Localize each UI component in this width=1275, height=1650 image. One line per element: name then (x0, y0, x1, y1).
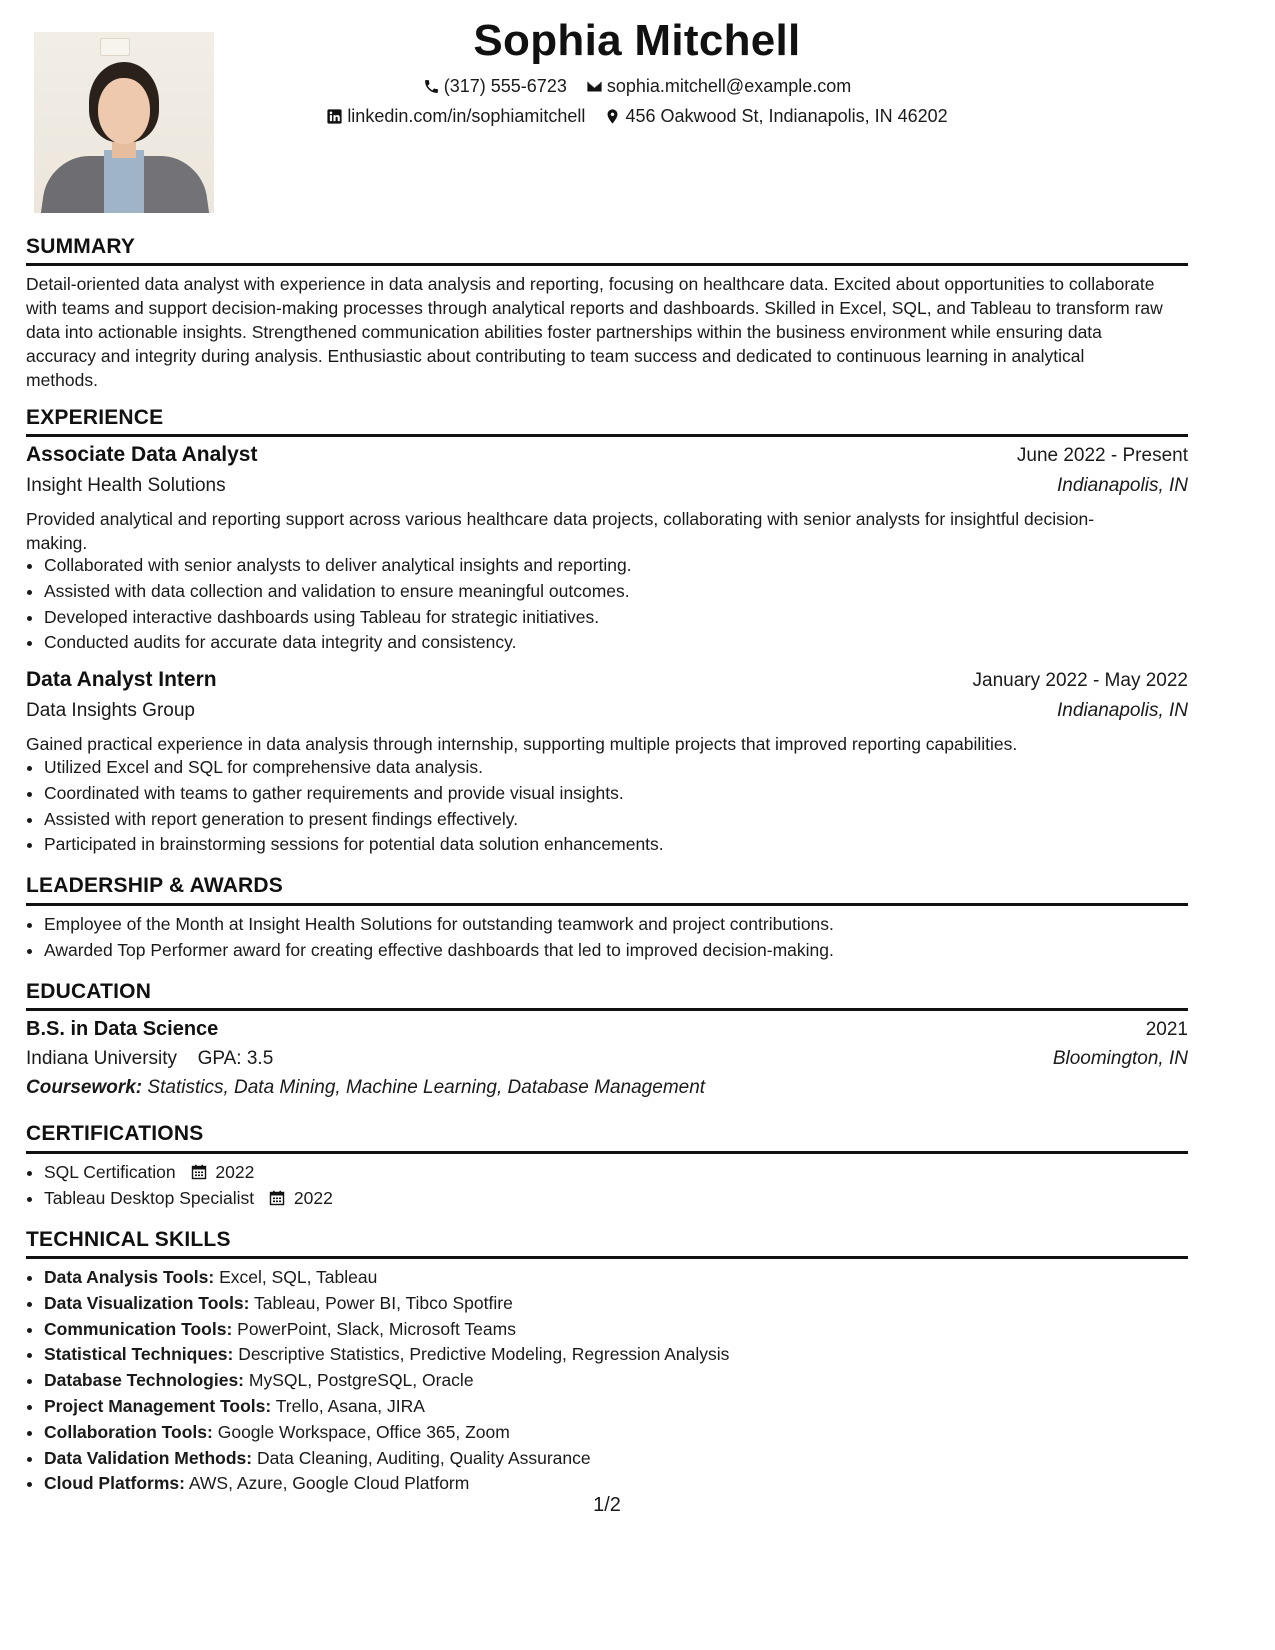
certification-name: Tableau Desktop Specialist (44, 1187, 255, 1208)
list-item: • Utilized Excel and SQL for comprehensive data analysis. (44, 755, 1184, 781)
summary-line: methods. (26, 370, 98, 390)
resume-page (26, 0, 1248, 1650)
linkedin-icon (326, 108, 343, 125)
job-location: Indianapolis, IN (1057, 700, 1188, 721)
education-heading: EDUCATION (26, 980, 152, 1003)
job-title: Associate Data Analyst (26, 443, 258, 466)
gpa: GPA: 3.5 (197, 1048, 274, 1069)
list-item: • Awarded Top Performer award for creating effective dashboards that led to improved decision-making. (44, 938, 1184, 964)
list-item: • Participated in brainstorming sessions for potential data solution enhancements. (44, 832, 1184, 858)
skill-value: Trello, Asana, JIRA (275, 1395, 425, 1416)
certifications-list (26, 1160, 1184, 1212)
skill-value: MySQL, PostgreSQL, Oracle (248, 1370, 474, 1391)
skills-heading: TECHNICAL SKILLS (26, 1228, 231, 1251)
job-dates: June 2022 - Present (1016, 445, 1188, 466)
leadership-heading: LEADERSHIP & AWARDS (26, 874, 283, 897)
phone-text: (317) 555-6723 (443, 76, 567, 96)
calendar-icon (191, 1164, 207, 1180)
candidate-name: Sophia Mitchell (473, 16, 801, 65)
summary-text (26, 272, 1188, 392)
job-bullets (26, 755, 1184, 858)
skill-label: Database Technologies: (44, 1370, 245, 1391)
email-link[interactable]: sophia.mitchell@example.com (606, 76, 852, 96)
certifications-heading: CERTIFICATIONS (26, 1122, 204, 1145)
skill-value: Descriptive Statistics, Predictive Modeling, Regression Analysis (238, 1344, 730, 1365)
coursework-line (26, 1077, 705, 1099)
contact-row-2 (26, 106, 1248, 130)
skill-item (44, 1342, 1184, 1368)
job-company: Data Insights Group (26, 700, 195, 721)
skill-label: Communication Tools: (44, 1318, 233, 1339)
job-bullets (26, 553, 1184, 656)
map-pin-icon (604, 108, 621, 125)
skills-list (26, 1265, 1184, 1497)
job-location: Indianapolis, IN (1057, 475, 1188, 496)
page-number: 1/2 (593, 1494, 621, 1516)
list-item: • Employee of the Month at Insight Health Solutions for outstanding teamwork and project contributions. (44, 912, 1184, 938)
skill-label: Collaboration Tools: (44, 1421, 213, 1442)
coursework-label: Coursework: (26, 1077, 143, 1098)
job-description-line: Provided analytical and reporting support across various healthcare data projects, collaborating with senior analysts for insightful decision- (26, 509, 1095, 529)
skill-item (44, 1265, 1184, 1291)
calendar-icon (269, 1190, 285, 1206)
job-dates: January 2022 - May 2022 (972, 670, 1188, 691)
job-description-line: making. (26, 533, 88, 553)
skill-label: Data Visualization Tools: (44, 1292, 250, 1313)
experience-heading: EXPERIENCE (26, 406, 164, 429)
experience-divider (26, 434, 1188, 437)
list-item: • Coordinated with teams to gather requirements and provide visual insights. (44, 781, 1184, 807)
skill-value: Data Cleaning, Auditing, Quality Assurance (256, 1447, 591, 1468)
skill-value: Tableau, Power BI, Tibco Spotfire (254, 1292, 513, 1313)
skill-item (44, 1446, 1184, 1472)
address-contact (604, 106, 947, 127)
degree-title: B.S. in Data Science (26, 1018, 219, 1040)
linkedin-link[interactable]: linkedin.com/in/sophiamitchell (347, 106, 586, 126)
coursework-list: Statistics, Data Mining, Machine Learning, Database Management (147, 1077, 706, 1098)
skill-label: Project Management Tools: (44, 1395, 272, 1416)
list-item: • Assisted with report generation to present findings effectively. (44, 807, 1184, 833)
skill-value: PowerPoint, Slack, Microsoft Teams (237, 1318, 516, 1339)
skills-divider (26, 1256, 1188, 1259)
certification-name: SQL Certification (44, 1162, 176, 1182)
phone-icon (423, 78, 440, 95)
skill-item (44, 1368, 1184, 1394)
education-divider (26, 1008, 1188, 1011)
certifications-divider (26, 1151, 1188, 1154)
certification-year: 2022 (293, 1187, 333, 1208)
job-description (26, 732, 1188, 756)
school-line (26, 1048, 273, 1070)
skill-value: Google Workspace, Office 365, Zoom (217, 1421, 510, 1442)
envelope-icon (586, 78, 603, 95)
list-item (44, 1186, 1184, 1212)
certification-year: 2022 (215, 1162, 255, 1182)
list-item (44, 1160, 1184, 1186)
address-text: 456 Oakwood St, Indianapolis, IN 46202 (625, 106, 948, 126)
summary-heading: SUMMARY (26, 235, 136, 258)
list-item: • Developed interactive dashboards using Tableau for strategic initiatives. (44, 605, 1184, 631)
graduation-year: 2021 (1145, 1019, 1188, 1040)
phone-contact (423, 76, 567, 97)
job-description-line: Gained practical experience in data analysis through internship, supporting multiple projects that improved reporting capabilities. (26, 734, 1018, 754)
skill-item (44, 1291, 1184, 1317)
skill-item (44, 1420, 1184, 1446)
list-item: • Conducted audits for accurate data integrity and consistency. (44, 630, 1184, 656)
linkedin-contact[interactable] (326, 106, 585, 127)
skill-label: Statistical Techniques: (44, 1344, 234, 1365)
summary-line: data into actionable insights. Strengthened communication abilities foster partnerships within the business environment while ensuring data (26, 322, 1102, 342)
contact-row-1 (26, 76, 1248, 100)
job-title: Data Analyst Intern (26, 668, 217, 691)
leadership-list (26, 912, 1184, 964)
skill-label: Cloud Platforms: (44, 1473, 185, 1494)
job-company: Insight Health Solutions (26, 475, 226, 496)
summary-line: with teams and support decision-making processes through analytical reports and dashboards. Skilled in Excel, SQL, and Tableau to transform raw (26, 298, 1163, 318)
summary-line: Detail-oriented data analyst with experience in data analysis and reporting, focusing on healthcare data. Excited about opportunities to collaborate (26, 274, 1155, 294)
skill-value: AWS, Azure, Google Cloud Platform (188, 1473, 470, 1494)
email-contact[interactable] (586, 76, 851, 97)
list-item: • Assisted with data collection and validation to ensure meaningful outcomes. (44, 579, 1184, 605)
summary-line: accuracy and integrity during analysis. Enthusiastic about contributing to team success and dedicated to continuous learning in analytical (26, 346, 1085, 366)
school-name: Indiana University (26, 1048, 178, 1069)
summary-divider (26, 263, 1188, 266)
leadership-divider (26, 903, 1188, 906)
skill-item (44, 1317, 1184, 1343)
skill-item (44, 1394, 1184, 1420)
school-location: Bloomington, IN (1052, 1048, 1188, 1069)
list-item: • Collaborated with senior analysts to deliver analytical insights and reporting. (44, 553, 1184, 579)
skill-label: Data Analysis Tools: (44, 1267, 215, 1287)
job-description (26, 507, 1188, 555)
skill-value: Excel, SQL, Tableau (219, 1267, 378, 1287)
skill-label: Data Validation Methods: (44, 1447, 253, 1468)
